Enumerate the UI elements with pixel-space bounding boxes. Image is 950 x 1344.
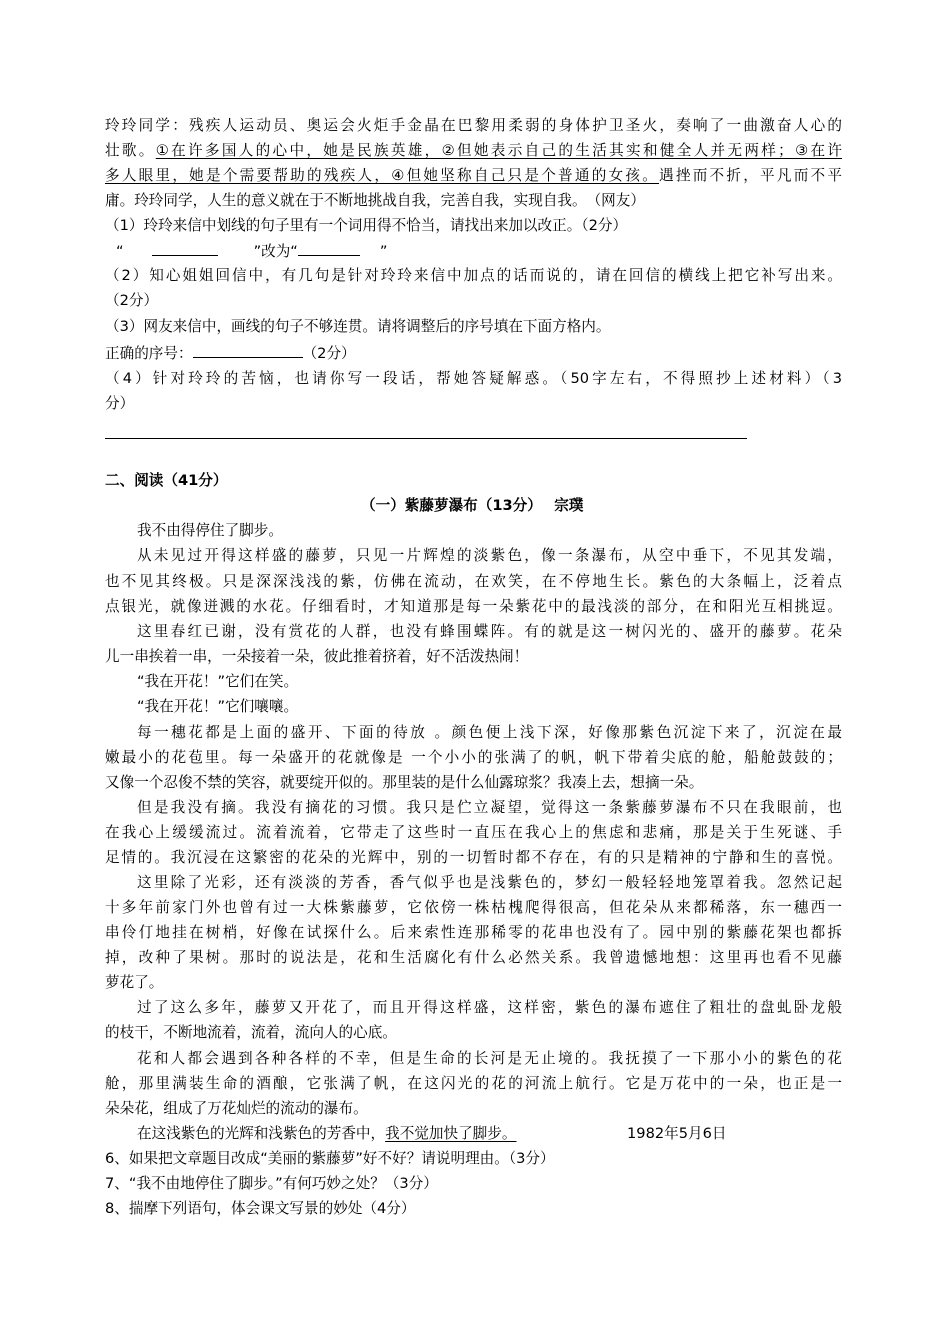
article-line: 串伶仃地挂在树梢，好像在试探什么。后来索性连那稀零的花串也没有了。园中别的紫藤花架也都拆 xyxy=(105,924,842,941)
question-1: （1）玲玲来信中划线的句子里有一个词用得不恰当，请找出来加以改正。（2分） xyxy=(105,217,628,234)
article-paragraph: 我不由得停住了脚步。 xyxy=(137,522,283,539)
underlined-sentence: 多人眼里，她是个需要帮助的残疾人，④但她坚称自己只是个普通的女孩。 xyxy=(105,167,660,184)
article-text: 在这浅紫色的光辉和浅紫色的芳香中， xyxy=(137,1125,386,1142)
answer-label: 正确的序号： xyxy=(105,345,193,362)
question-7: 7、“我不由地停住了脚步。”有何巧妙之处？（3分） xyxy=(105,1175,438,1192)
article-line: 舱，那里满装生命的酒酿，它张满了帆，在这闪光的花的河流上航行。它是万花中的一朵，也正是一 xyxy=(105,1075,842,1092)
question-2-score: （2分） xyxy=(105,292,159,309)
article-paragraph: 这里春红已谢，没有赏花的人群，也没有蜂围蝶阵。有的就是这一树闪光的、盛开的藤萝。花朵 xyxy=(137,623,842,640)
question-2: （2）知心姐姐回信中，有几句是针对玲玲来信中加点的话而说的，请在回信的横线上把它补写出来。 xyxy=(105,267,842,284)
question-3: （3）网友来信中，画线的句子不够连贯。请将调整后的序号填在下面方格内。 xyxy=(105,318,611,335)
article-line: 的枝干，不断地流着，流着，流向人的心底。 xyxy=(105,1024,397,1041)
article-line: 掉，改种了果树。那时的说法是，花和生活腐化有什么必然关系。我曾遗憾地想：这里再也看不见藤 xyxy=(105,949,842,966)
letter-line: 玲玲同学：残疾人运动员、奥运会火炬手金晶在巴黎用柔弱的身体护卫圣火，奏响了一曲激奋人心的 xyxy=(105,117,842,134)
article-paragraph: 花和人都会遇到各种各样的不幸，但是生命的长河是无止境的。我抚摸了一下那小小的紫色的花 xyxy=(137,1050,842,1067)
article-paragraph: 过了这么多年，藤萝又开花了，而且开得这样盛，这样密，紫色的瀑布遮住了粗壮的盘虬卧龙般 xyxy=(137,999,842,1016)
article-paragraph: “我在开花！”它们嚷嚷。 xyxy=(137,698,299,715)
article-paragraph xyxy=(137,1123,516,1145)
article-paragraph: 从未见过开得这样盛的藤萝，只见一片辉煌的淡紫色，像一条瀑布，从空中垂下，不见其发端， xyxy=(137,547,842,564)
underlined-sentence: ①在许多国人的心中，她是民族英雄，②但她表示自己的生活其实和健全人并无两样；③在许 xyxy=(155,142,842,159)
change-to-label: ”改为“ xyxy=(253,243,298,260)
article-title: （一）紫藤萝瀑布（13分） 宗璞 xyxy=(361,497,584,514)
article-line: 嫩最小的花苞里。每一朵盛开的花就像是 一个小小的张满了的帆，帆下带着尖底的舱，船舱鼓鼓的； xyxy=(105,749,842,766)
letter-line xyxy=(105,165,842,187)
letter-text: 壮歌。 xyxy=(105,142,156,159)
question-3-answer-line xyxy=(105,342,356,364)
close-quote: ” xyxy=(379,243,388,260)
letter-line: 庸。玲玲同学，人生的意义就在于不断地挑战自我，完善自我，实现自我。 （网友） xyxy=(105,192,645,209)
question-1-answer-line xyxy=(116,240,387,262)
article-paragraph: “我在开花！”它们在笑。 xyxy=(137,673,299,690)
article-line: 儿一串挨着一串，一朵接着一朵，彼此推着挤着，好不活泼热闹！ xyxy=(105,648,529,665)
question-6: 6、如果把文章题目改成“美丽的紫藤萝”好不好？请说明理由。（3分） xyxy=(105,1150,555,1167)
article-line: 十多年前家门外也曾有过一大株紫藤萝，它依傍一株枯槐爬得很高，但花朵从来都稀落，东一穗西一 xyxy=(105,899,842,916)
question-8: 8、揣摩下列语句，体会课文写景的妙处（4分） xyxy=(105,1200,416,1217)
answer-blank[interactable] xyxy=(298,240,360,256)
section-heading: 二、阅读（41分） xyxy=(105,472,228,489)
answer-blank[interactable] xyxy=(152,240,218,256)
answer-blank[interactable] xyxy=(193,342,303,358)
underlined-sentence: 我不觉加快了脚步。 xyxy=(385,1125,517,1142)
article-line: 又像一个忍俊不禁的笑容，就要绽开似的。那里装的是什么仙露琼浆？我凑上去，想摘一朵。 xyxy=(105,774,704,791)
article-paragraph: 每一穗花都是上面的盛开、下面的待放 。颜色便上浅下深，好像那紫色沉淀下来了，沉淀在最 xyxy=(137,724,842,741)
article-line: 也不见其终极。只是深深浅浅的紫，仿佛在流动，在欢笑，在不停地生长。紫色的大条幅上，泛着点 xyxy=(105,573,842,590)
article-line: 点银光，就像迸溅的水花。仔细看时，才知道那是每一朵紫花中的最浅淡的部分，在和阳光互相挑逗。 xyxy=(105,598,842,615)
article-line: 足情的。我沉浸在这繁密的花朵的光辉中，别的一切暂时都不存在，有的只是精神的宁静和生的喜悦。 xyxy=(105,849,842,866)
letter-line xyxy=(105,140,842,162)
score-label: （2分） xyxy=(302,345,356,362)
article-paragraph: 这里除了光彩，还有淡淡的芳香，香气似乎也是浅紫色的，梦幻一般轻轻地笼罩着我。忽然记起 xyxy=(137,874,842,891)
letter-text: 遇挫而不折，平凡而不平 xyxy=(659,167,842,184)
question-4: （4）针对玲玲的苦恼，也请你写一段话，帮她答疑解惑。（50字左右，不得照抄上述材料）（3 xyxy=(105,370,842,387)
article-line: 在我心上缓缓流过。流着流着，它带走了这些时一直压在我心上的焦虑和悲痛，那是关于生死谜、手 xyxy=(105,824,842,841)
article-paragraph: 但是我没有摘。我没有摘花的习惯。我只是伫立凝望，觉得这一条紫藤萝瀑布不只在我眼前，也 xyxy=(137,799,842,816)
answer-rule[interactable] xyxy=(105,438,747,439)
article-date: 1982年5月6日 xyxy=(627,1125,727,1142)
article-line: 萝花了。 xyxy=(105,974,164,991)
question-4-score: 分） xyxy=(105,395,135,412)
open-quote: “ xyxy=(116,243,124,260)
article-line: 朵朵花，组成了万花灿烂的流动的瀑布。 xyxy=(105,1100,368,1117)
